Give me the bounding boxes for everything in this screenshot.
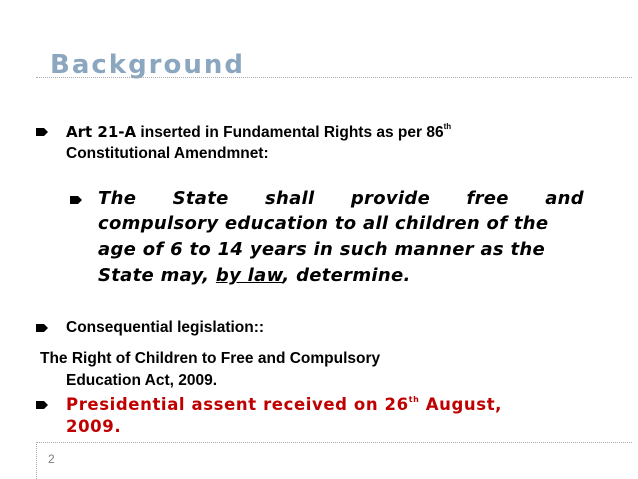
sub-bullet-line-3: age of 6 to 14 years in such manner as the	[98, 239, 546, 260]
bullet-2-label: Consequential legislation::	[66, 319, 265, 336]
page-number: 2	[48, 452, 55, 466]
text: , determine.	[282, 265, 411, 286]
by-law-link: by law	[215, 265, 283, 286]
word: free	[466, 188, 509, 209]
slide-title: Background	[50, 50, 245, 80]
word: shall	[264, 188, 315, 209]
word: The	[98, 188, 137, 209]
sub-bullet-line-1	[98, 186, 584, 212]
footer-divider-vertical	[36, 442, 37, 479]
word: and	[545, 188, 584, 209]
bullet-1-line-1	[66, 121, 451, 144]
bullet-1-text: inserted in Fundamental Rights as per 86	[136, 124, 444, 141]
square-bullet-icon	[36, 401, 44, 409]
title-divider	[36, 77, 632, 78]
word: provide	[350, 188, 431, 209]
text: Presidential assent received on 26	[66, 395, 409, 414]
sub-bullet-line-2: compulsory education to all children of the	[98, 213, 549, 234]
bullet-3-line-2: 2009.	[66, 417, 122, 436]
square-bullet-icon	[36, 324, 44, 332]
bullet-1-sup: th	[443, 122, 452, 131]
text: State may,	[98, 265, 216, 286]
word: State	[172, 188, 229, 209]
bullet-3-line-1	[66, 394, 502, 416]
art-21a-label: Art 21-A	[66, 123, 137, 141]
act-name-line-2: Education Act, 2009.	[66, 372, 218, 389]
text: August,	[419, 395, 503, 414]
footer-divider	[36, 442, 632, 443]
square-bullet-icon	[70, 196, 78, 204]
bullet-1-line-2: Constitutional Amendmnet:	[66, 145, 269, 162]
sub-bullet-line-4	[98, 263, 411, 289]
bullet-3-sup: th	[408, 395, 420, 404]
square-bullet-icon	[36, 128, 44, 136]
act-name-line-1: The Right of Children to Free and Compulsory	[40, 350, 381, 367]
